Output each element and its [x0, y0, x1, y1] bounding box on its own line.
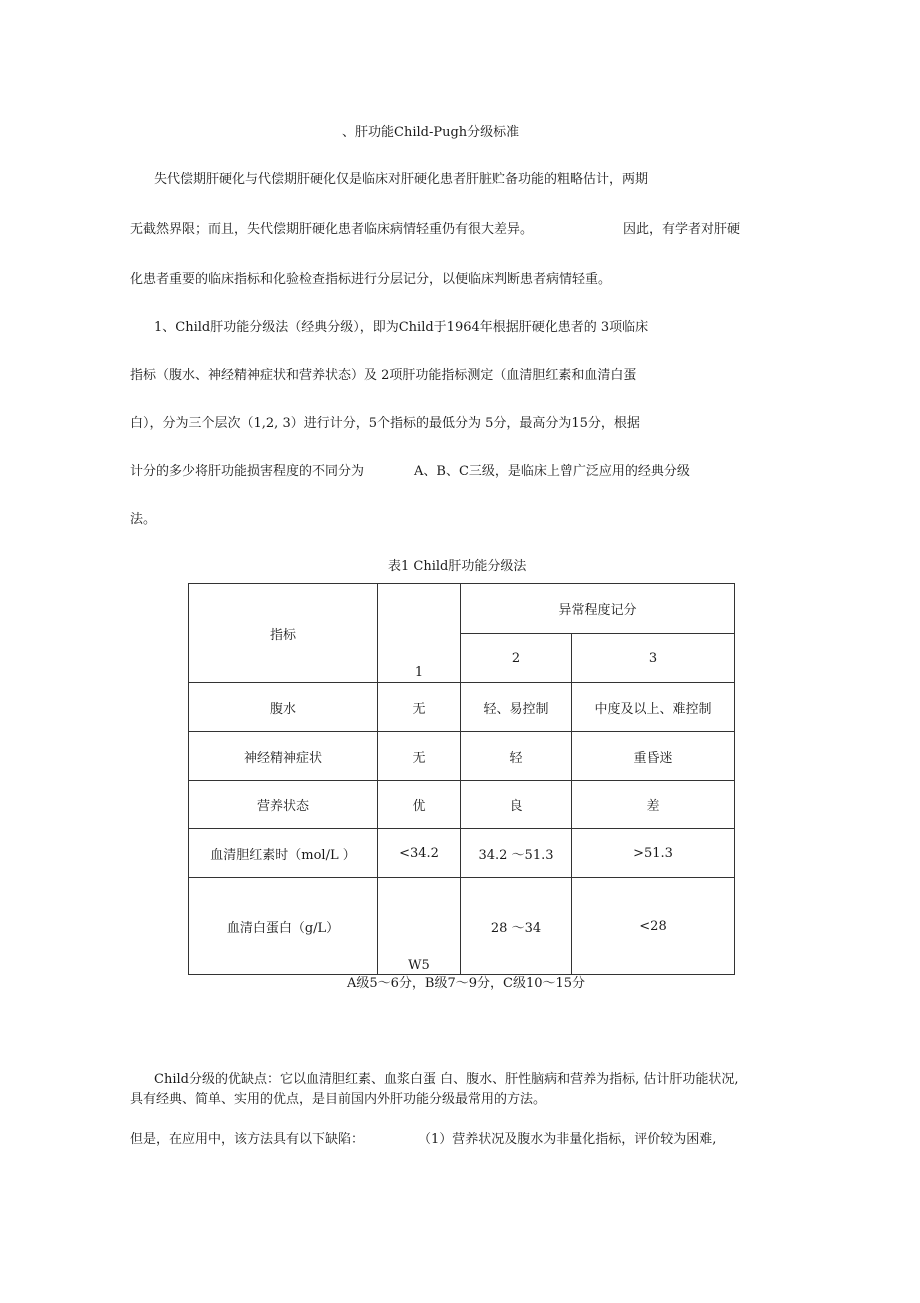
row-score-1: <34.2	[378, 829, 461, 878]
table-footnote: A级5～6分，B级7～9分，C级10～15分	[347, 976, 586, 991]
method-line-4	[130, 462, 690, 482]
row-score-2: 34.2 ～51.3	[461, 829, 572, 878]
row-indicator: 血清白蛋白（g/L）	[189, 878, 378, 975]
header-score-2: 2	[461, 634, 572, 683]
table-caption: 表1 Child肝功能分级法	[388, 559, 527, 574]
method-line-4b: A、B、C三级，是临床上曾广泛应用的经典分级	[414, 464, 690, 479]
row-indicator: 血清胆红素时（mol/L ）	[189, 829, 378, 878]
table-row	[189, 683, 735, 732]
method-line-2: 指标（腹水、神经精神症状和营养状态）及 2项肝功能指标测定（血清胆红素和血清白蛋	[130, 368, 637, 383]
intro-line-2a: 无截然界限；而且，失代偿期肝硬化患者临床病情轻重仍有很大差异。	[130, 222, 534, 237]
intro-line-2b: 因此，有学者对肝硬	[623, 222, 741, 237]
row-indicator: 腹水	[189, 683, 378, 732]
header-score-3: 3	[572, 634, 735, 683]
row-score-2: 轻	[461, 732, 572, 781]
row-score-3: <28	[572, 878, 735, 975]
pros-line-2: 具有经典、简单、实用的优点，是目前国内外肝功能分级最常用的方法。	[130, 1092, 547, 1107]
header-indicator: 指标	[189, 584, 378, 683]
pros-line-1: Child分级的优缺点：它以血清胆红素、血浆白蛋 白、腹水、肝性脑病和营养为指标, 估计肝功能状况,	[154, 1072, 739, 1087]
row-indicator: 神经精神症状	[189, 732, 378, 781]
document-title: 、肝功能Child-Pugh分级标准	[342, 125, 520, 140]
row-indicator: 营养状态	[189, 781, 378, 829]
intro-line-2	[130, 220, 740, 240]
row-score-3: 差	[572, 781, 735, 829]
row-score-3: 重昏迷	[572, 732, 735, 781]
row-score-3: >51.3	[572, 829, 735, 878]
header-group: 异常程度记分	[461, 584, 735, 634]
row-score-2: 28 ～34	[461, 878, 572, 975]
method-line-3: 白），分为三个层次（1,2, 3）进行计分，5个指标的最低分为 5分，最高分为15分，根据	[130, 416, 640, 431]
method-line-4a: 计分的多少将肝功能损害程度的不同分为	[130, 464, 365, 479]
row-score-2: 轻、易控制	[461, 683, 572, 732]
row-score-1: 无	[378, 732, 461, 781]
method-line-1: 1、Child肝功能分级法（经典分级），即为Child于1964年根据肝硬化患者的 3项临床	[154, 320, 649, 335]
row-score-1-value: W5	[408, 958, 430, 973]
row-score-1	[378, 878, 461, 975]
intro-line-3: 化患者重要的临床指标和化验检查指标进行分层记分，以便临床判断患者病情轻重。	[130, 272, 612, 287]
row-score-1: 无	[378, 683, 461, 732]
table-row	[189, 878, 735, 975]
child-grading-table	[188, 583, 735, 975]
row-score-3: 中度及以上、难控制	[572, 683, 735, 732]
header-score-1: 1	[378, 584, 461, 683]
table-row	[189, 829, 735, 878]
cons-line-1b: （1）营养状况及腹水为非量化指标，评价较为困难,	[418, 1132, 717, 1147]
row-score-2: 良	[461, 781, 572, 829]
intro-line-1: 失代偿期肝硬化与代偿期肝硬化仅是临床对肝硬化患者肝脏贮备功能的粗略估计，两期	[154, 172, 649, 187]
cons-line-1	[130, 1130, 716, 1150]
table-row	[189, 781, 735, 829]
row-score-1: 优	[378, 781, 461, 829]
table-row	[189, 732, 735, 781]
cons-line-1a: 但是，在应用中，该方法具有以下缺陷：	[130, 1132, 365, 1147]
method-line-5: 法。	[130, 512, 157, 527]
